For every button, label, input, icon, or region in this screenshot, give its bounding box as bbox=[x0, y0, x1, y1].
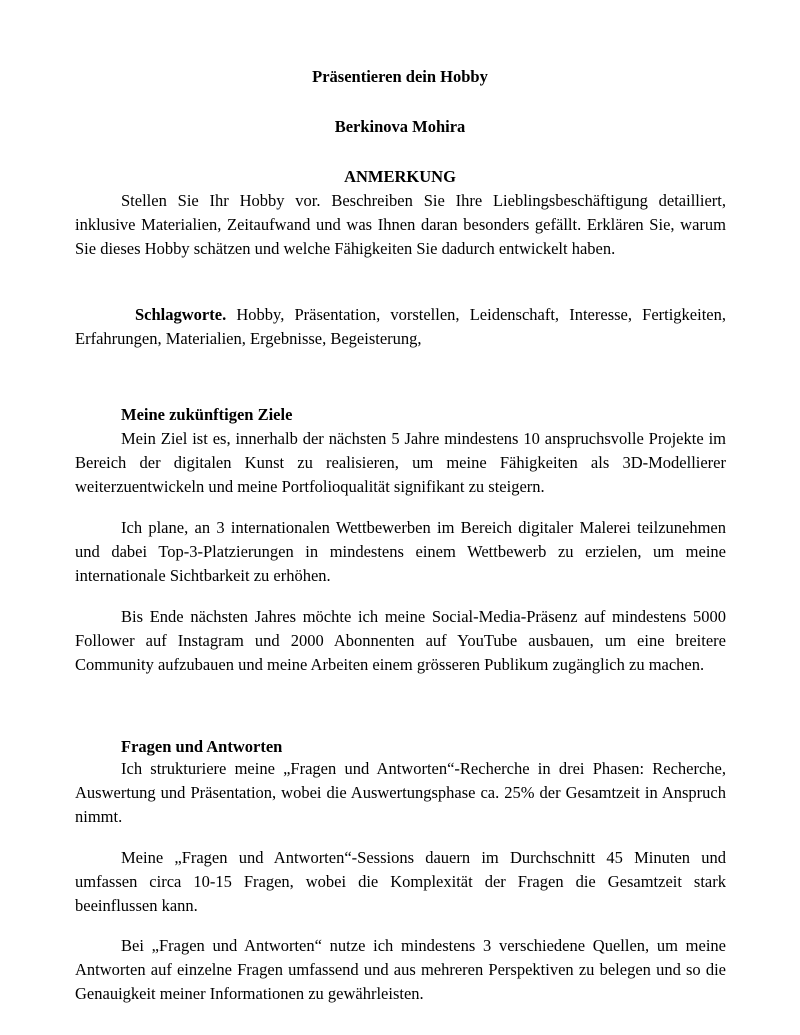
qa-paragraph-2: Meine „Fragen und Antworten“-Sessions dauern im Durchschnitt 45 Minuten und umfassen circa 10-15 Fragen, wobei die Komplexität der Fragen die Gesamtzeit stark beeinflussen kann. bbox=[75, 848, 726, 915]
abstract-text: Stellen Sie Ihr Hobby vor. Beschreiben Sie Ihre Lieblingsbeschäftigung detailliert, inklusive Materialien, Zeitaufwand und was Ihnen daran besonders gefällt. Erklären Sie, warum Sie dieses Hobby schätzen und welche Fähigkeiten Sie dadurch entwickelt haben. bbox=[75, 191, 726, 258]
goals-paragraph-3: Bis Ende nächsten Jahres möchte ich meine Social-Media-Präsenz auf mindestens 5000 Follower auf Instagram und 2000 Abonnenten auf YouTube ausbauen, um eine breitere Community aufzubauen und meine Arbeiten einem grösseren Publikum zugänglich zu machen. bbox=[75, 607, 726, 674]
abstract-heading: ANMERKUNG bbox=[344, 167, 456, 186]
keywords-label: Schlagworte. bbox=[135, 305, 227, 324]
goals-paragraph-2: Ich plane, an 3 internationalen Wettbewerben im Bereich digitaler Malerei teilzunehmen und dabei Top-3-Platzierungen in mindestens einem Wettbewerb zu erzielen, um meine internationale Sichtbarkeit zu erhöhen. bbox=[75, 518, 726, 585]
keywords-paragraph bbox=[75, 303, 726, 351]
qa-paragraph-3: Bei „Fragen und Antworten“ nutze ich mindestens 3 verschiedene Quellen, um meine Antworten auf einzelne Fragen umfassend und aus mehreren Perspektiven zu belegen und so die Genauigkeit meiner Informationen zu gewährleisten. bbox=[75, 936, 726, 1003]
document-title: Präsentieren dein Hobby bbox=[312, 67, 488, 86]
author-name: Berkinova Mohira bbox=[334, 117, 466, 136]
keywords-text: Hobby, Präsentation, vorstellen, Leidenschaft, Interesse, Fertigkeiten, Erfahrungen, Materialien, Ergebnisse, Begeisterung, bbox=[75, 305, 726, 348]
qa-paragraph-1: Ich strukturiere meine „Fragen und Antworten“-Recherche in drei Phasen: Recherche, Auswertung und Präsentation, wobei die Auswertungsphase ca. 25% der Gesamtzeit in Anspruch nimmt. bbox=[75, 759, 726, 826]
section-heading-goals: Meine zukünftigen Ziele bbox=[121, 405, 293, 424]
section-heading-qa: Fragen und Antworten bbox=[121, 737, 283, 756]
goals-paragraph-1: Mein Ziel ist es, innerhalb der nächsten 5 Jahre mindestens 10 anspruchsvolle Projekte im Bereich der digitalen Kunst zu realisieren, um meine Fähigkeiten als 3D-Modellierer weiterzuentwickeln und meine Portfolioqualität signifikant zu steigern. bbox=[75, 429, 726, 496]
